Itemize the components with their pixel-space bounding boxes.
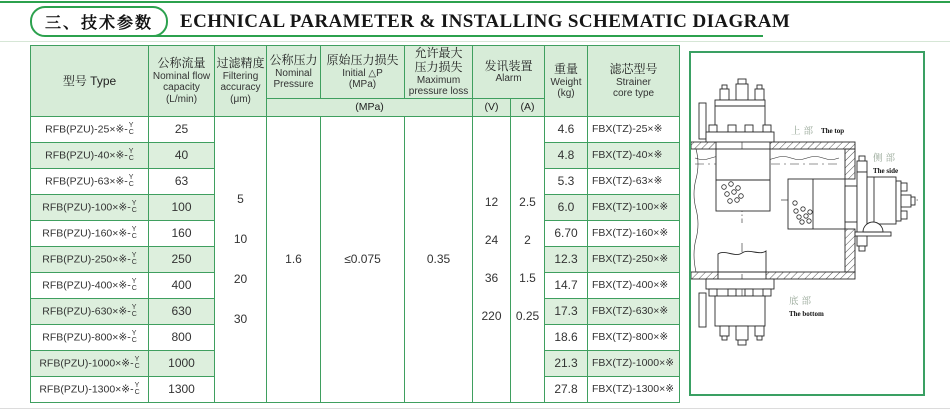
strainer-cell: FBX(TZ)-800×※ xyxy=(588,324,680,350)
strainer-cell: FBX(TZ)-250×※ xyxy=(588,246,680,272)
strainer-cell: FBX(TZ)-630×※ xyxy=(588,298,680,324)
flow-cell: 100 xyxy=(149,194,215,220)
type-cell: RFB(PZU)-160×※- Y C xyxy=(31,220,149,246)
alarm-v-values: 12 24 36 220 xyxy=(473,116,511,402)
type-cell: RFB(PZU)-630×※- Y C xyxy=(31,298,149,324)
schematic-drawing xyxy=(691,53,923,394)
top-accent-line xyxy=(0,1,950,3)
label-bottom-zh: 底部 xyxy=(789,296,815,307)
strainer-cell: FBX(TZ)-40×※ xyxy=(588,142,680,168)
bottom-mounted-filter xyxy=(699,243,774,345)
label-top-zh: 上部 xyxy=(791,126,817,137)
type-cell: RFB(PZU)-250×※- Y C xyxy=(31,246,149,272)
weight-cell: 5.3 xyxy=(545,168,588,194)
flow-cell: 800 xyxy=(149,324,215,350)
type-cell: RFB(PZU)-25×※- Y C xyxy=(31,116,149,142)
separator-line-top xyxy=(0,41,950,42)
strainer-cell: FBX(TZ)-400×※ xyxy=(588,272,680,298)
break-line xyxy=(694,149,698,272)
page-title: ECHNICAL PARAMETER & INSTALLING SCHEMATIC DIAGRAM xyxy=(180,10,791,32)
weight-cell: 6.0 xyxy=(545,194,588,220)
top-mounted-filter xyxy=(699,79,774,223)
filtering-values-cell: 5 10 20 30 xyxy=(215,116,267,402)
nominal-pressure-value: 1.6 xyxy=(267,116,321,402)
alarm-v-subheader: (V) xyxy=(473,98,511,116)
type-cell: RFB(PZU)-63×※- Y C xyxy=(31,168,149,194)
tank-side-wall xyxy=(845,229,855,272)
flow-cell: 25 xyxy=(149,116,215,142)
weight-cell: 27.8 xyxy=(545,376,588,402)
strainer-cell: FBX(TZ)-25×※ xyxy=(588,116,680,142)
mpa-subheader: (MPa) xyxy=(267,98,473,116)
weight-cell: 18.6 xyxy=(545,324,588,350)
weight-cell: 4.6 xyxy=(545,116,588,142)
yc-suffix: Y C xyxy=(128,121,134,137)
flow-cell: 40 xyxy=(149,142,215,168)
flow-cell: 400 xyxy=(149,272,215,298)
initial-loss-value: ≤0.075 xyxy=(321,116,405,402)
type-cell: RFB(PZU)-40×※- Y C xyxy=(31,142,149,168)
flow-cell: 630 xyxy=(149,298,215,324)
tank-bottom-plate xyxy=(691,272,718,279)
header-row-1 xyxy=(31,46,680,99)
tank-bottom-plate xyxy=(766,272,855,279)
col-header-initial-loss: 原始压力损失 Initial △P (MPa) xyxy=(321,46,405,99)
type-cell: RFB(PZU)-800×※- Y C xyxy=(31,324,149,350)
strainer-cell: FBX(TZ)-160×※ xyxy=(588,220,680,246)
col-header-nominal-pressure: 公称压力 Nominal Pressure xyxy=(267,46,321,99)
col-header-alarm: 发讯装置 Alarm xyxy=(473,46,545,99)
max-loss-value: 0.35 xyxy=(405,116,473,402)
weight-cell: 21.3 xyxy=(545,350,588,376)
strainer-cell: FBX(TZ)-100×※ xyxy=(588,194,680,220)
strainer-cell: FBX(TZ)-1300×※ xyxy=(588,376,680,402)
title-bar xyxy=(30,6,790,37)
weight-cell: 17.3 xyxy=(545,298,588,324)
strainer-cell: FBX(TZ)-1000×※ xyxy=(588,350,680,376)
section-badge: 三、技术参数 xyxy=(30,6,168,37)
label-side-zh: 侧部 xyxy=(873,153,899,164)
tank-side-wall xyxy=(845,149,855,179)
type-cell: RFB(PZU)-1300×※- Y C xyxy=(31,376,149,402)
type-cell: RFB(PZU)-1000×※- Y C xyxy=(31,350,149,376)
flow-cell: 63 xyxy=(149,168,215,194)
col-header-weight: 重量 Weight (kg) xyxy=(545,46,588,117)
type-cell: RFB(PZU)-400×※- Y C xyxy=(31,272,149,298)
flow-cell: 250 xyxy=(149,246,215,272)
label-top-en: The top xyxy=(821,127,845,135)
separator-line-bottom xyxy=(0,408,950,409)
tank-top-plate xyxy=(691,142,716,149)
col-header-type: 型号 Type xyxy=(31,46,149,117)
col-header-strainer: 滤芯型号 Strainer core type xyxy=(588,46,680,117)
alarm-a-subheader: (A) xyxy=(511,98,545,116)
installing-schematic-diagram xyxy=(689,51,925,396)
title-underline xyxy=(45,35,763,37)
type-cell: RFB(PZU)-100×※- Y C xyxy=(31,194,149,220)
tank-top-plate xyxy=(770,142,855,149)
table-row xyxy=(31,116,680,142)
flow-cell: 1000 xyxy=(149,350,215,376)
col-header-max-loss: 允许最大 压力损失 Maximum pressure loss xyxy=(405,46,473,99)
weight-cell: 4.8 xyxy=(545,142,588,168)
weight-cell: 14.7 xyxy=(545,272,588,298)
flow-cell: 1300 xyxy=(149,376,215,402)
weight-cell: 6.70 xyxy=(545,220,588,246)
col-header-filtering: 过滤精度 Filtering accuracy (μm) xyxy=(215,46,267,117)
alarm-a-values: 2.5 2 1.5 0.25 xyxy=(511,116,545,402)
technical-parameter-table xyxy=(30,45,680,403)
label-side-en: The side xyxy=(873,167,899,175)
flow-cell: 160 xyxy=(149,220,215,246)
weight-cell: 12.3 xyxy=(545,246,588,272)
col-header-flow: 公称流量 Nominal flow capacity (L/min) xyxy=(149,46,215,117)
label-bottom-en: The bottom xyxy=(789,310,824,318)
strainer-cell: FBX(TZ)-63×※ xyxy=(588,168,680,194)
